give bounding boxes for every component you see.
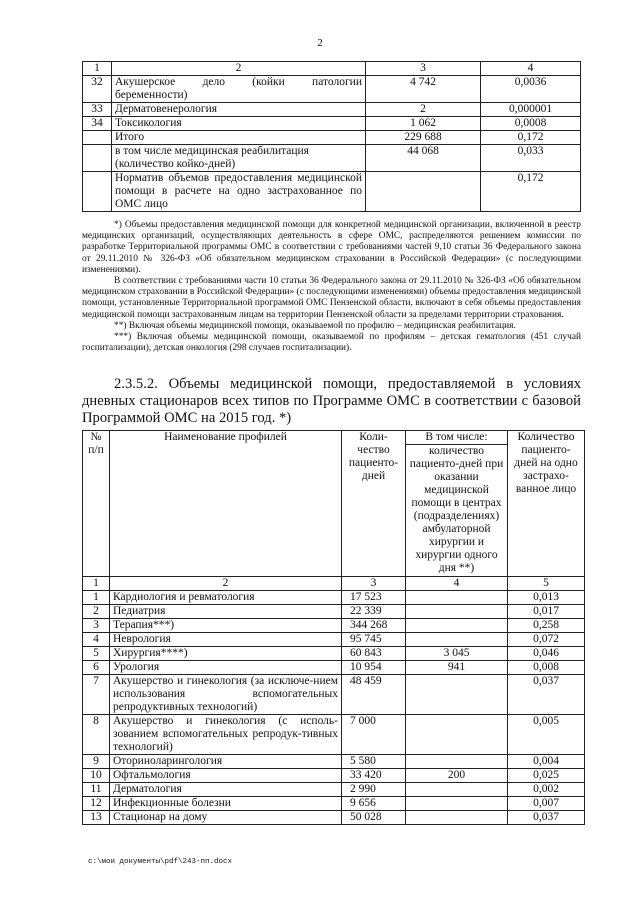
row-value: 44 068 (366, 145, 481, 172)
row-number (83, 145, 112, 172)
col-index: 3 (342, 577, 406, 591)
footnote: **) Включая объемы медицинской помощи, оказываемой по профилю – медицинская реабилитация. (114, 320, 516, 331)
row-number: 7 (83, 675, 110, 715)
row-norm: 0,008 (508, 661, 585, 675)
row-norm: 0,258 (508, 619, 585, 633)
table-index-row (83, 577, 585, 591)
row-including (406, 619, 508, 633)
col-index: 3 (366, 62, 481, 76)
row-number: 34 (83, 117, 112, 131)
footnote: ***) Включая объемы медицинской помощи, оказываемой по профилям – детская гематология (451 случай госпитализации), детская онкология (298 случаев госпитализации). (82, 332, 581, 354)
row-name: Хирургия****) (110, 647, 342, 661)
header-norm-per-insured: Количество пациенто-дней на одно застрахо-ванное лицо (508, 431, 585, 577)
footnotes (82, 220, 581, 354)
col-index: 1 (83, 62, 112, 76)
row-norm: 0,005 (508, 715, 585, 755)
row-number: 9 (83, 755, 110, 769)
row-number: 6 (83, 661, 110, 675)
row-including: 200 (406, 769, 508, 783)
row-including (406, 633, 508, 647)
footnote: *) Объемы предоставления медицинской помощи для конкретной медицинской организации, включенной в реестр медицинских организаций, осуществляющих деятельность в сфере ОМС, распределяются решением комиссии по разработке Территориальной программы ОМС в соответствии с требованиями частей 9,10 статьи 36 Федерального закона от 29.11.2010 № 326-ФЗ «Об обязательном медицинском страховании в Российской Федерации» (с последующими изменениями). (82, 220, 581, 275)
row-patient-days: 5 580 (342, 755, 406, 769)
row-name: Акушерское дело (койки патологии беременности) (112, 76, 366, 103)
row-number: 8 (83, 715, 110, 755)
row-patient-days: 95 745 (342, 633, 406, 647)
row-norm: 0,025 (508, 769, 585, 783)
row-name: Норматив объемов предоставления медицинской помощи в расчете на одно застрахованное по ОМС лицо (112, 172, 366, 212)
row-norm: 0,172 (481, 172, 581, 212)
header-including-detail: количество пациенто-дней при оказании медицинской помощи в центрах (подразделениях) амбулаторной хирургии и хирургии одного дня **) (406, 445, 508, 577)
row-patient-days: 33 420 (342, 769, 406, 783)
table-row (83, 145, 581, 172)
row-including (406, 675, 508, 715)
header-patient-days: Коли-чество пациенто-дней (342, 431, 406, 577)
row-patient-days: 50 028 (342, 811, 406, 825)
col-index: 1 (83, 577, 110, 591)
row-name: Терапия***) (110, 619, 342, 633)
row-name: Урология (110, 661, 342, 675)
row-number: 32 (83, 76, 112, 103)
row-number: 2 (83, 605, 110, 619)
header-profile-name: Наименование профилей (110, 431, 342, 577)
row-patient-days: 10 954 (342, 661, 406, 675)
col-index: 4 (481, 62, 581, 76)
row-including (406, 811, 508, 825)
row-norm: 0,037 (508, 675, 585, 715)
row-number: 13 (83, 811, 110, 825)
row-name: Токсикология (112, 117, 366, 131)
row-name: Акушерство и гинекология (с исполь-зованием вспомогательных репродук-тивных технологий) (110, 715, 342, 755)
header-including: В том числе: (406, 431, 508, 445)
row-name: Дерматовенерология (112, 103, 366, 117)
col-index: 5 (508, 577, 585, 591)
table-row (83, 117, 581, 131)
col-index: 4 (406, 577, 508, 591)
row-name: Офтальмология (110, 769, 342, 783)
row-including: 3 045 (406, 647, 508, 661)
row-name: Неврология (110, 633, 342, 647)
row-name: Инфекционные болезни (110, 797, 342, 811)
row-norm: 0,000001 (481, 103, 581, 117)
row-name: Итого (112, 131, 366, 145)
section-heading-text: 2.3.5.2. Объемы медицинской помощи, предоставляемой в условиях дневных стационаров всех типов по Программе ОМС в соответствии с базовой Программой ОМС на 2015 год. *) (82, 376, 581, 426)
row-number: 11 (83, 783, 110, 797)
row-name: Оториноларингология (110, 755, 342, 769)
section-heading (82, 376, 581, 427)
row-patient-days: 2 990 (342, 783, 406, 797)
row-number (83, 131, 112, 145)
row-norm: 0,013 (508, 591, 585, 605)
row-including (406, 591, 508, 605)
row-norm: 0,072 (508, 633, 585, 647)
table-row (83, 661, 585, 675)
row-number: 10 (83, 769, 110, 783)
table-header-row (83, 431, 585, 445)
row-norm: 0,002 (508, 783, 585, 797)
row-number: 33 (83, 103, 112, 117)
table-day-hospital-volumes (82, 430, 585, 825)
row-value: 1 062 (366, 117, 481, 131)
table-body (83, 591, 585, 825)
table-row (83, 811, 585, 825)
header-num: № п/п (83, 431, 110, 577)
row-patient-days: 7 000 (342, 715, 406, 755)
row-including (406, 783, 508, 797)
row-norm: 0,037 (508, 811, 585, 825)
footnote: В соответствии с требованиями части 10 статьи 36 Федерального закона от 29.11.2010 № 326-ФЗ «Об обязательном медицинском страховании в Российской Федерации» (с последующими изменениями) объемы предоставления медицинской помощи, установленные Территориальной программой ОМС Пензенской области, включают в себя объемы предоставления медицинской помощи застрахованным лицам на территории Пензенской области за пределами территории страхования. (82, 276, 581, 320)
table-row (83, 103, 581, 117)
table-row (83, 647, 585, 661)
table-row (83, 675, 585, 715)
table-row (83, 783, 585, 797)
row-including: 941 (406, 661, 508, 675)
row-including (406, 605, 508, 619)
row-name: в том числе медицинская реабилитация (количество койко-дней) (112, 145, 366, 172)
table-row (83, 605, 585, 619)
row-name: Дерматология (110, 783, 342, 797)
row-patient-days: 9 656 (342, 797, 406, 811)
row-patient-days: 48 459 (342, 675, 406, 715)
row-value (366, 172, 481, 212)
row-norm: 0,0008 (481, 117, 581, 131)
row-norm: 0,0036 (481, 76, 581, 103)
row-name: Стационар на дому (110, 811, 342, 825)
row-patient-days: 60 843 (342, 647, 406, 661)
document-file-path: c:\мои документы\pdf\243-пп.docx (88, 858, 233, 866)
row-including (406, 755, 508, 769)
page-number: 2 (317, 37, 323, 49)
table-header-row (83, 62, 581, 76)
row-number: 4 (83, 633, 110, 647)
table-row (83, 131, 581, 145)
table-row (83, 172, 581, 212)
table-row (83, 633, 585, 647)
row-norm: 0,017 (508, 605, 585, 619)
table-row (83, 755, 585, 769)
row-including (406, 715, 508, 755)
col-index: 2 (112, 62, 366, 76)
row-norm: 0,033 (481, 145, 581, 172)
row-value: 229 688 (366, 131, 481, 145)
row-patient-days: 344 268 (342, 619, 406, 633)
row-number: 12 (83, 797, 110, 811)
row-including (406, 797, 508, 811)
row-norm: 0,172 (481, 131, 581, 145)
row-norm: 0,046 (508, 647, 585, 661)
table-row (83, 769, 585, 783)
table-row (83, 619, 585, 633)
row-number: 1 (83, 591, 110, 605)
row-norm: 0,007 (508, 797, 585, 811)
row-value: 2 (366, 103, 481, 117)
row-name: Педиатрия (110, 605, 342, 619)
col-index: 2 (110, 577, 342, 591)
row-patient-days: 17 523 (342, 591, 406, 605)
row-value: 4 742 (366, 76, 481, 103)
table-row (83, 715, 585, 755)
row-name: Акушерство и гинекология (за исключе-нием использования вспомогательных репродуктивных технологий) (110, 675, 342, 715)
table-row (83, 797, 585, 811)
row-number (83, 172, 112, 212)
row-norm: 0,004 (508, 755, 585, 769)
table-row (83, 591, 585, 605)
row-patient-days: 22 339 (342, 605, 406, 619)
row-name: Кардиология и ревматология (110, 591, 342, 605)
table-row (83, 76, 581, 103)
row-number: 3 (83, 619, 110, 633)
row-number: 5 (83, 647, 110, 661)
table-inpatient-volumes (82, 61, 581, 212)
